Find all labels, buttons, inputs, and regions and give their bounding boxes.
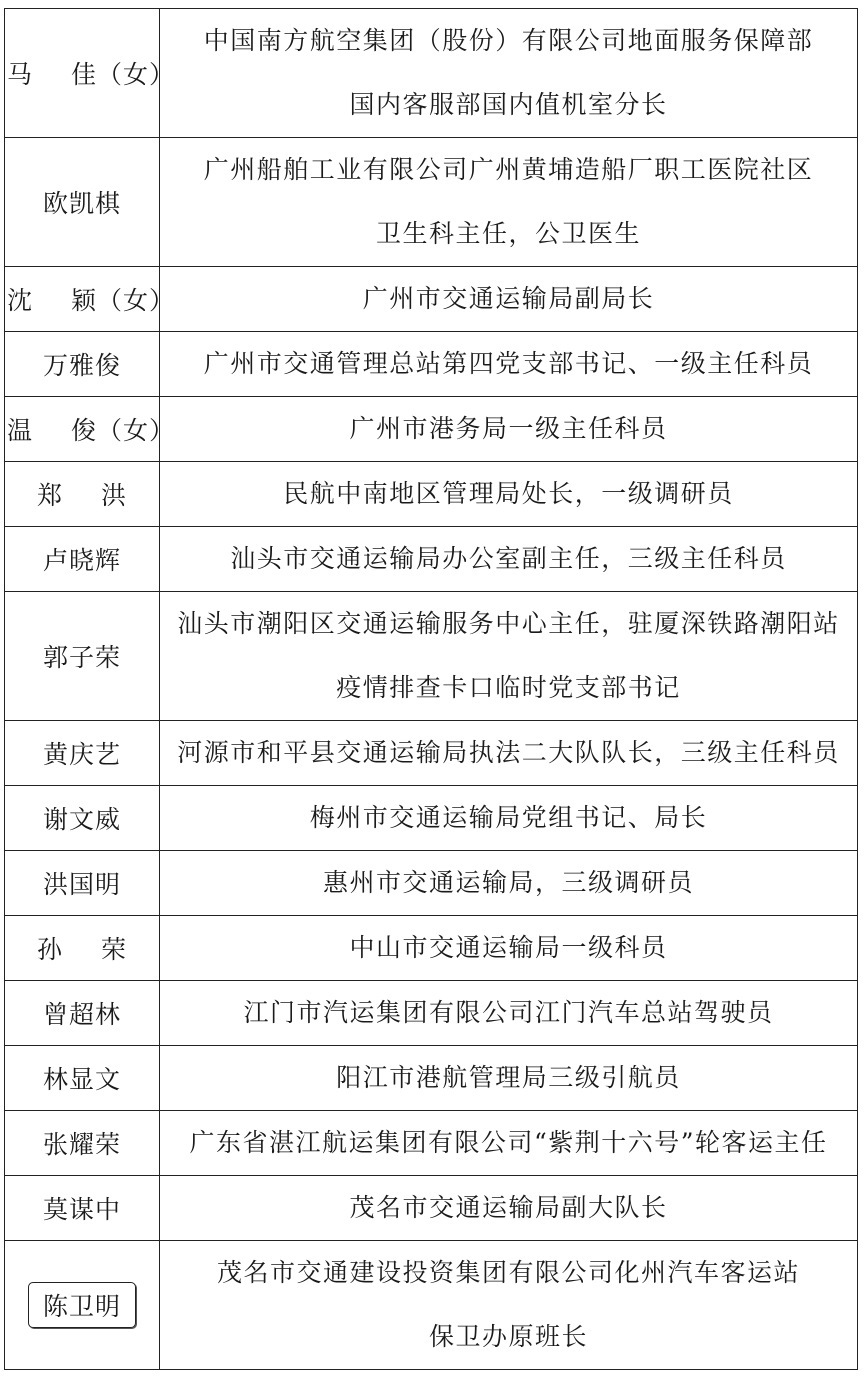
table-row bbox=[5, 1111, 858, 1176]
honor-list-table bbox=[4, 8, 858, 1370]
person-name-cell bbox=[5, 267, 176, 332]
person-title-line: 茂名市交通建设投资集团有限公司化州汽车客运站 bbox=[216, 1258, 800, 1287]
person-title-cell: 河源市和平县交通运输局执法二大队队长，三级主任科员 bbox=[160, 721, 858, 786]
table-row bbox=[5, 916, 858, 981]
person-title-cell: 民航中南地区管理局处长，一级调研员 bbox=[160, 462, 858, 527]
person-title-cell: 广州市交通管理总站第四党支部书记、一级主任科员 bbox=[160, 332, 858, 397]
person-title-cell: 惠州市交通运输局，三级调研员 bbox=[160, 851, 858, 916]
person-title-cell bbox=[160, 138, 858, 267]
table-row bbox=[5, 1176, 858, 1241]
person-name-surname: 马 bbox=[7, 60, 34, 89]
table-row bbox=[5, 981, 858, 1046]
person-name-cell bbox=[5, 1241, 160, 1370]
person-name-cell bbox=[5, 9, 176, 138]
table-row bbox=[5, 851, 858, 916]
person-title-cell: 广东省湛江航运集团有限公司“紫荆十六号”轮客运主任 bbox=[160, 1111, 858, 1176]
person-name-cell: 欧凯棋 bbox=[5, 138, 160, 267]
table-row bbox=[5, 267, 858, 332]
table-row bbox=[5, 462, 858, 527]
person-name-given: 洪 bbox=[101, 481, 128, 510]
table-row bbox=[5, 721, 858, 786]
person-title-line: 中国南方航空集团（股份）有限公司地面服务保障部 bbox=[203, 26, 814, 55]
person-name-cell bbox=[5, 916, 160, 981]
person-name-cell: 曾超林 bbox=[5, 981, 160, 1046]
person-title-cell: 江门市汽运集团有限公司江门汽车总站驾驶员 bbox=[160, 981, 858, 1046]
person-title-line: 国内客服部国内值机室分长 bbox=[349, 90, 668, 119]
person-name-surname: 温 bbox=[7, 416, 34, 445]
person-title-cell bbox=[160, 9, 858, 138]
person-name-given: 俊（女） bbox=[71, 416, 176, 445]
person-title-cell: 梅州市交通运输局党组书记、局长 bbox=[160, 786, 858, 851]
person-title-cell: 茂名市交通运输局副大队长 bbox=[160, 1176, 858, 1241]
person-title-line: 卫生科主任，公卫医生 bbox=[375, 219, 641, 248]
person-name-cell: 卢晓辉 bbox=[5, 527, 160, 592]
person-title-cell bbox=[160, 1241, 858, 1370]
person-name-cell: 洪国明 bbox=[5, 851, 160, 916]
person-name-cell: 林显文 bbox=[5, 1046, 160, 1111]
person-name-cell bbox=[5, 397, 176, 462]
person-name-given: 荣 bbox=[101, 935, 128, 964]
person-name-given: 颖（女） bbox=[71, 286, 176, 315]
table-row bbox=[5, 592, 858, 721]
person-title-line: 广州船舶工业有限公司广州黄埔造船厂职工医院社区 bbox=[203, 155, 814, 184]
person-title-cell: 汕头市交通运输局办公室副主任，三级主任科员 bbox=[160, 527, 858, 592]
person-title-cell bbox=[160, 592, 858, 721]
person-title-cell: 广州市港务局一级主任科员 bbox=[160, 397, 858, 462]
person-name-surname: 孙 bbox=[36, 935, 63, 964]
table-row bbox=[5, 786, 858, 851]
table-row bbox=[5, 1046, 858, 1111]
person-name-cell: 莫谋中 bbox=[5, 1176, 160, 1241]
person-title-line: 疫情排查卡口临时党支部书记 bbox=[336, 673, 681, 702]
table-row bbox=[5, 9, 858, 138]
person-name-surname: 沈 bbox=[7, 286, 34, 315]
person-name-cell: 万雅俊 bbox=[5, 332, 160, 397]
person-title-cell: 中山市交通运输局一级科员 bbox=[160, 916, 858, 981]
person-title-line: 保卫办原班长 bbox=[428, 1322, 588, 1351]
person-name-cell: 谢文威 bbox=[5, 786, 160, 851]
table-row bbox=[5, 138, 858, 267]
table-row bbox=[5, 1241, 858, 1370]
person-name-cell bbox=[5, 462, 160, 527]
table-row bbox=[5, 332, 858, 397]
person-title-cell: 广州市交通运输局副局长 bbox=[160, 267, 858, 332]
person-name-given: 佳（女） bbox=[71, 60, 176, 89]
table-row bbox=[5, 527, 858, 592]
person-name-cell: 张耀荣 bbox=[5, 1111, 160, 1176]
table-row bbox=[5, 397, 858, 462]
person-name-boxed: 陈卫明 bbox=[28, 1282, 136, 1328]
honor-list-sheet bbox=[4, 8, 858, 1370]
person-name-cell: 黄庆艺 bbox=[5, 721, 160, 786]
person-title-cell: 阳江市港航管理局三级引航员 bbox=[160, 1046, 858, 1111]
person-title-line: 汕头市潮阳区交通运输服务中心主任，驻厦深铁路潮阳站 bbox=[177, 609, 840, 638]
person-name-cell: 郭子荣 bbox=[5, 592, 160, 721]
person-name-surname: 郑 bbox=[36, 481, 63, 510]
